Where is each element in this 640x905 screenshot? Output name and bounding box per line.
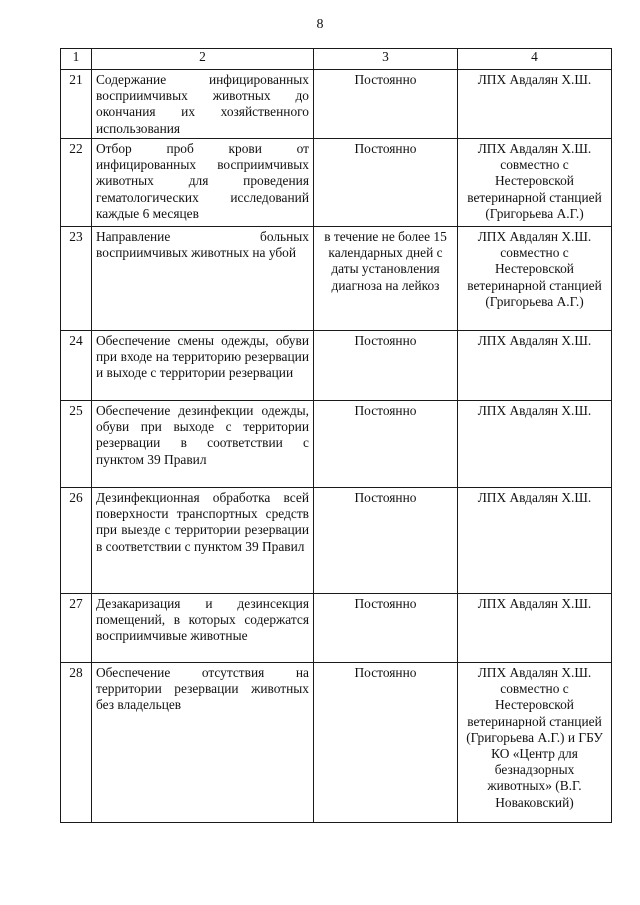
table-row bbox=[61, 594, 612, 663]
row-number: 28 bbox=[61, 663, 92, 823]
table-row bbox=[61, 663, 612, 823]
row-responsible: ЛПХ Авдалян Х.Ш. совместно с Нестеровской ветеринарной станцией (Григорьева А.Г.) bbox=[458, 139, 612, 227]
row-responsible: ЛПХ Авдалян Х.Ш. совместно с Нестеровской ветеринарной станцией (Григорьева А.Г.) bbox=[458, 227, 612, 331]
row-action: Обеспечение отсутствия на территории резервации животных без владельцев bbox=[92, 663, 314, 823]
table-row bbox=[61, 331, 612, 401]
row-number: 26 bbox=[61, 488, 92, 594]
row-term: Постоянно bbox=[314, 594, 458, 663]
table-row bbox=[61, 139, 612, 227]
row-action: Отбор проб крови от инфицированных восприимчивых животных для проведения гематологических исследований каждые 6 месяцев bbox=[92, 139, 314, 227]
row-number: 23 bbox=[61, 227, 92, 331]
row-action: Дезакаризация и дезинсекция помещений, в которых содержатся восприимчивые животные bbox=[92, 594, 314, 663]
row-responsible: ЛПХ Авдалян Х.Ш. bbox=[458, 594, 612, 663]
row-responsible: ЛПХ Авдалян Х.Ш. bbox=[458, 70, 612, 139]
table-row bbox=[61, 488, 612, 594]
measures-table bbox=[60, 48, 612, 823]
row-term: Постоянно bbox=[314, 139, 458, 227]
row-term: Постоянно bbox=[314, 663, 458, 823]
row-responsible: ЛПХ Авдалян Х.Ш. bbox=[458, 401, 612, 488]
row-action: Направление больных восприимчивых животных на убой bbox=[92, 227, 314, 331]
row-number: 21 bbox=[61, 70, 92, 139]
row-action: Содержание инфицированных восприимчивых животных до окончания их хозяйственного использования bbox=[92, 70, 314, 139]
row-term: в течение не более 15 календарных дней с даты установления диагноза на лейкоз bbox=[314, 227, 458, 331]
table-header-row bbox=[61, 49, 612, 70]
row-responsible: ЛПХ Авдалян Х.Ш. bbox=[458, 331, 612, 401]
column-header-1: 1 bbox=[61, 49, 92, 70]
row-number: 22 bbox=[61, 139, 92, 227]
column-header-3: 3 bbox=[314, 49, 458, 70]
row-responsible: ЛПХ Авдалян Х.Ш. bbox=[458, 488, 612, 594]
row-term: Постоянно bbox=[314, 401, 458, 488]
row-action: Обеспечение смены одежды, обуви при входе на территорию резервации и выходе с территории резервации bbox=[92, 331, 314, 401]
row-term: Постоянно bbox=[314, 331, 458, 401]
row-number: 24 bbox=[61, 331, 92, 401]
row-number: 25 bbox=[61, 401, 92, 488]
page-number: 8 bbox=[316, 17, 324, 32]
row-responsible: ЛПХ Авдалян Х.Ш. совместно с Нестеровской ветеринарной станцией (Григорьева А.Г.) и ГБУ КО «Центр для безнадзорных животных» (В.Г. Новаковский) bbox=[458, 663, 612, 823]
table-row bbox=[61, 70, 612, 139]
row-term: Постоянно bbox=[314, 70, 458, 139]
column-header-4: 4 bbox=[458, 49, 612, 70]
row-action: Дезинфекционная обработка всей поверхности транспортных средств при выезде с территории резервации в соответствии с пунктом 39 Правил bbox=[92, 488, 314, 594]
row-action: Обеспечение дезинфекции одежды, обуви при выходе с территории резервации в соответствии с пунктом 39 Правил bbox=[92, 401, 314, 488]
column-header-2: 2 bbox=[92, 49, 314, 70]
table-row bbox=[61, 227, 612, 331]
row-number: 27 bbox=[61, 594, 92, 663]
row-term: Постоянно bbox=[314, 488, 458, 594]
table-row bbox=[61, 401, 612, 488]
